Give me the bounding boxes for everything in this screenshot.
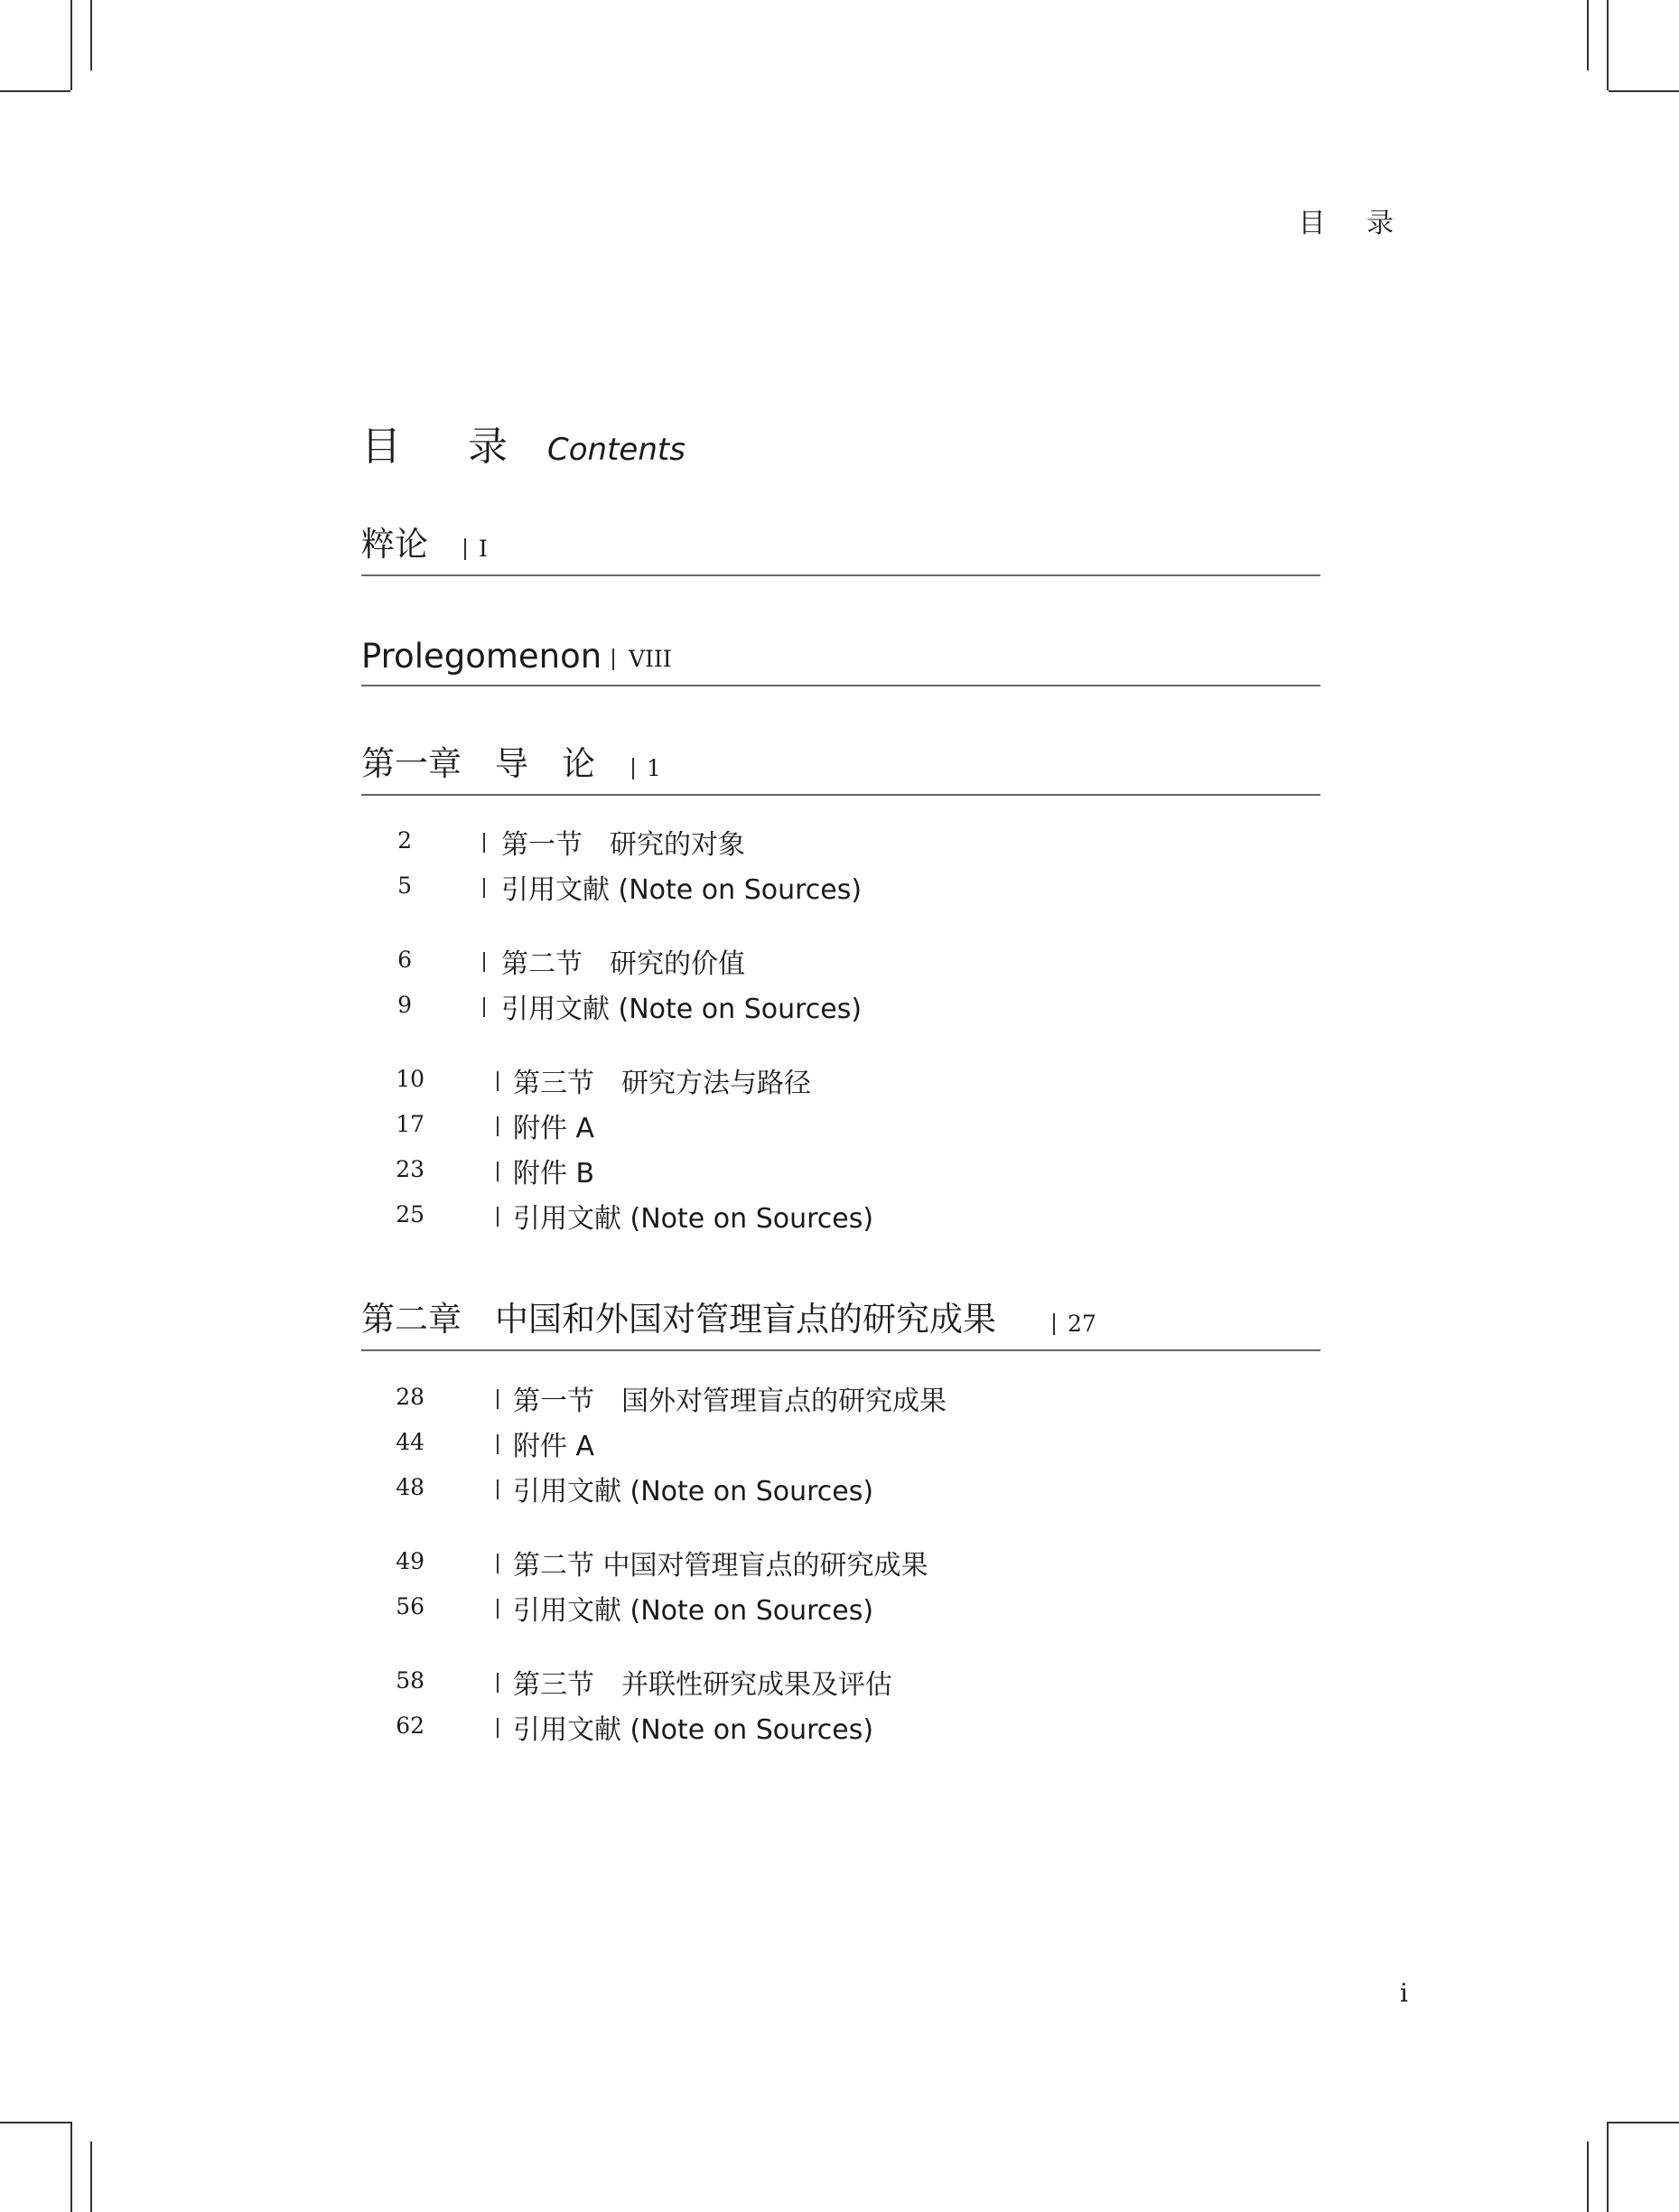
entry-page-number: 49 [396, 1548, 424, 1574]
separator-bar [497, 1434, 499, 1454]
entry-text: 引用文献 (Note on Sources) [513, 1476, 874, 1507]
part-title: 粹论 [361, 525, 428, 564]
chapter-page-number: 1 [647, 755, 661, 781]
crop-mark-br-v [1607, 2122, 1609, 2212]
entry-page-number: 48 [396, 1474, 424, 1500]
separator-bar [497, 1479, 499, 1499]
entry-text: 附件 A [513, 1431, 595, 1462]
entry-text: 附件 A [513, 1113, 595, 1144]
crop-mark-br-h [1609, 2122, 1679, 2123]
crop-mark-tr-v2 [1587, 0, 1589, 70]
chapter-title: 第一章 导 论 [361, 744, 595, 783]
entry-page-number: 28 [396, 1384, 424, 1410]
separator-bar [497, 1071, 499, 1091]
chapter-page-number: 27 [1068, 1311, 1096, 1337]
separator-bar [483, 952, 485, 972]
crop-mark-tl-v [70, 0, 72, 90]
entry-text: 第三节 研究方法与路径 [513, 1068, 811, 1099]
toc-chapter-2[interactable] [361, 1293, 1320, 1351]
separator-bar [497, 1162, 499, 1181]
crop-mark-bl-h [0, 2122, 70, 2123]
separator-bar [497, 1207, 499, 1227]
part-title: Prolegomenon [361, 637, 602, 676]
page-folio: i [1400, 1978, 1408, 2008]
entry-text: 引用文献 (Note on Sources) [513, 1714, 874, 1746]
entry-text: 引用文献 (Note on Sources) [513, 1203, 874, 1235]
entry-page-number: 6 [397, 947, 412, 973]
separator-bar [497, 1554, 499, 1573]
entry-page-number: 44 [396, 1429, 424, 1455]
part-page-number: VIII [629, 646, 672, 672]
crop-mark-br-v2 [1587, 2142, 1589, 2212]
entry-page-number: 5 [397, 873, 412, 899]
entry-text: 引用文献 (Note on Sources) [501, 994, 863, 1025]
crop-mark-bl-v [70, 2122, 72, 2212]
crop-mark-bl-v2 [90, 2142, 92, 2212]
entry-page-number: 62 [396, 1713, 424, 1739]
separator-bar [483, 878, 485, 898]
separator-bar [483, 997, 485, 1017]
entry-page-number: 56 [396, 1593, 424, 1619]
entry-text: 引用文献 (Note on Sources) [501, 874, 863, 906]
page-title [361, 414, 686, 471]
entry-text: 第三节 并联性研究成果及评估 [513, 1669, 892, 1701]
crop-mark-tr-v [1607, 0, 1609, 90]
separator-bar [497, 1116, 499, 1136]
running-header: 目 录 [1298, 208, 1410, 239]
separator-bar [612, 649, 614, 670]
separator-bar [632, 758, 634, 779]
toc-part-prolegomenon[interactable] [361, 629, 1320, 686]
entry-text: 引用文献 (Note on Sources) [513, 1595, 874, 1627]
crop-mark-tl-h [0, 90, 70, 92]
entry-page-number: 25 [396, 1201, 424, 1227]
crop-mark-tl-v2 [90, 0, 92, 70]
entry-text: 第二节 研究的价值 [501, 948, 745, 980]
separator-bar [464, 538, 466, 560]
entry-page-number: 23 [396, 1156, 424, 1182]
toc-chapter-1[interactable] [361, 738, 1320, 796]
entry-page-number: 2 [397, 827, 412, 854]
separator-bar [483, 833, 485, 853]
entry-text: 第二节 中国对管理盲点的研究成果 [513, 1550, 928, 1582]
separator-bar [497, 1718, 499, 1738]
toc-part-cuilun[interactable] [361, 518, 1320, 576]
entry-page-number: 10 [396, 1066, 424, 1092]
chapter-title: 第二章 中国和外国对管理盲点的研究成果 [361, 1300, 996, 1339]
entry-page-number: 58 [396, 1667, 424, 1694]
entry-page-number: 9 [397, 992, 412, 1018]
page-title-zh: 目 录 [361, 424, 535, 470]
separator-bar [497, 1673, 499, 1693]
crop-mark-tr-h [1609, 90, 1679, 92]
separator-bar [497, 1389, 499, 1409]
separator-bar [1053, 1313, 1055, 1335]
entry-page-number: 17 [396, 1111, 424, 1137]
part-page-number: I [479, 536, 488, 562]
entry-text: 第一节 研究的对象 [501, 829, 745, 861]
separator-bar [497, 1599, 499, 1619]
entry-text: 附件 B [513, 1158, 595, 1190]
page-title-en: Contents [547, 432, 686, 468]
entry-text: 第一节 国外对管理盲点的研究成果 [513, 1386, 947, 1417]
